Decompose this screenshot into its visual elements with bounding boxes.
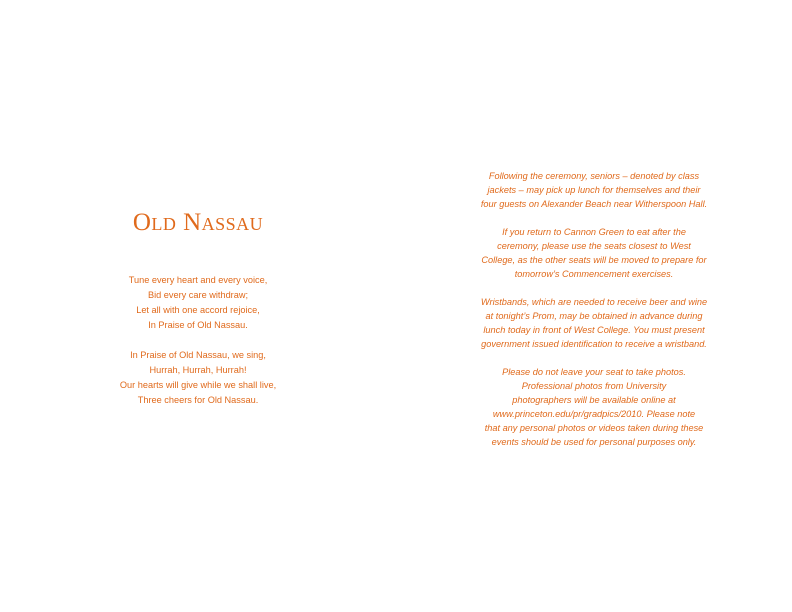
note-wristbands [462,295,726,351]
song-title: Old Nassau [132,209,264,236]
note-line: www.princeton.edu/pr/gradpics/2010. Please note [492,409,696,419]
lyric-line: Bid every care withdraw; [147,290,249,300]
note-lunch [462,169,726,211]
note-line: photographers will be available online at [512,395,676,405]
note-line: government issued identification to receive a wristband. [481,339,707,349]
note-line: ceremony, please use the seats closest to West [497,241,691,251]
ceremony-notes [462,169,726,463]
note-seating [462,225,726,281]
note-line: College, as the other seats will be moved to prepare for [481,255,707,265]
note-line: If you return to Cannon Green to eat after the [502,227,686,237]
note-line: that any personal photos or videos taken during these [484,423,704,433]
note-line: jackets – may pick up lunch for themselves and their [487,185,701,195]
note-line: at tonight’s Prom, may be obtained in advance during [485,311,703,321]
note-line: Following the ceremony, seniors – denoted by class [488,171,700,181]
note-line: tomorrow’s Commencement exercises. [514,269,674,279]
lyric-line: Our hearts will give while we shall live, [119,380,277,390]
song-lyrics [0,273,396,423]
note-line: Professional photos from University [521,381,667,391]
stanza-1 [0,273,396,333]
note-line: four guests on Alexander Beach near Witherspoon Hall. [480,199,708,209]
note-photos [462,365,726,449]
note-line: Wristbands, which are needed to receive beer and wine [480,297,708,307]
lyric-line: In Praise of Old Nassau, we sing, [130,350,266,360]
note-line: lunch today in front of West College. You must present [483,325,705,335]
note-line: Please do not leave your seat to take photos. [502,367,686,377]
lyric-line: Three cheers for Old Nassau. [137,395,259,405]
note-line: events should be used for personal purposes only. [491,437,697,447]
lyric-line: Hurrah, Hurrah, Hurrah! [149,365,247,375]
stanza-2 [0,348,396,408]
lyric-line: In Praise of Old Nassau. [148,320,248,330]
lyric-line: Let all with one accord rejoice, [136,305,260,315]
lyric-line: Tune every heart and every voice, [128,275,268,285]
